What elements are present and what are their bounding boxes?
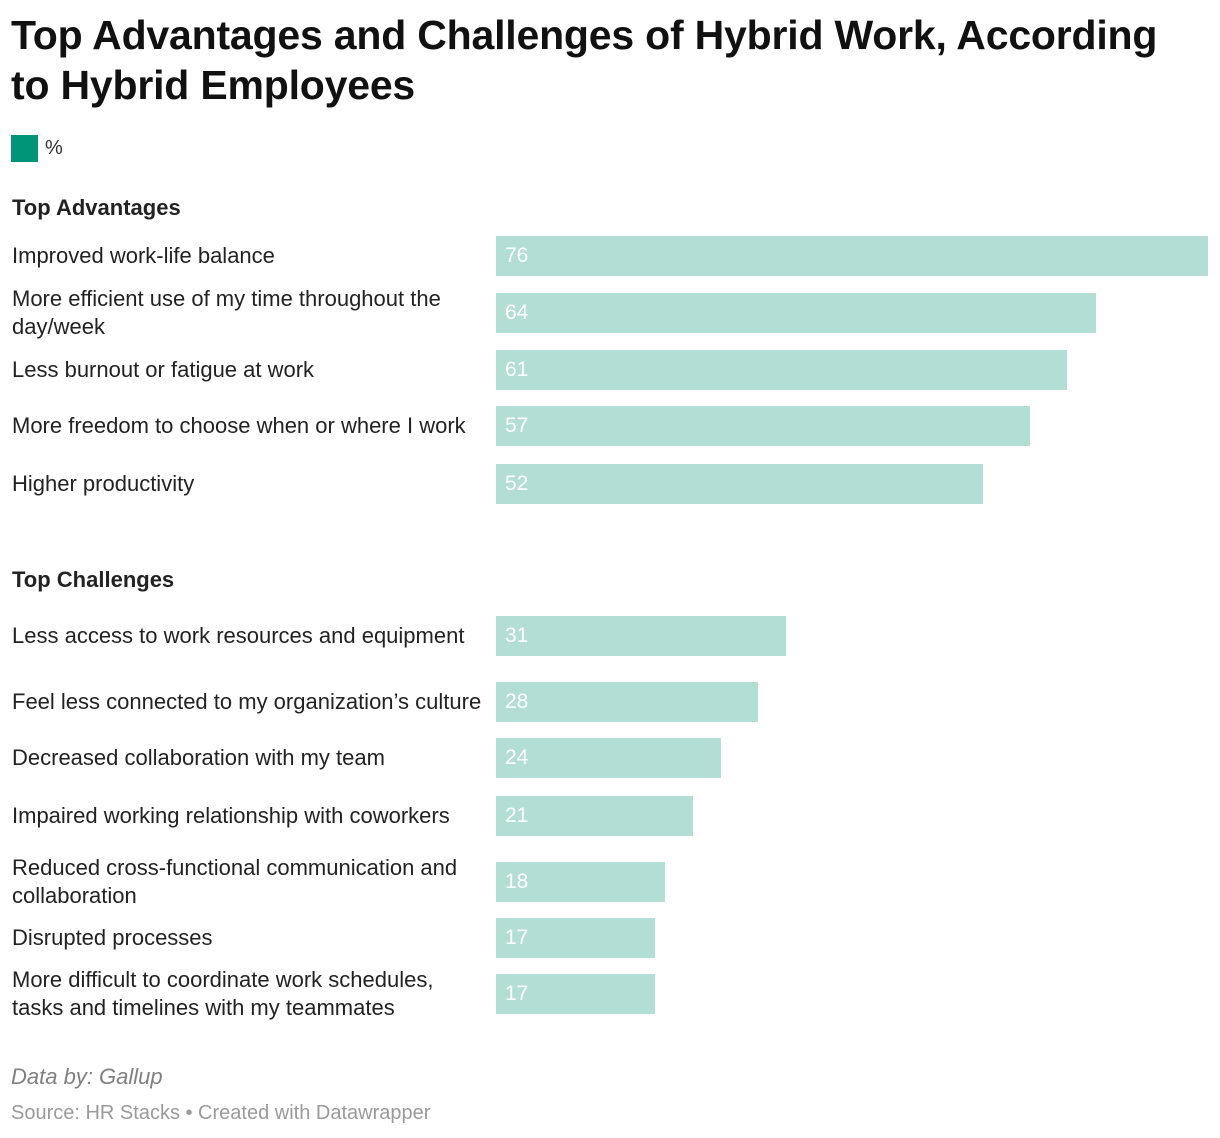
category-label <box>12 340 482 400</box>
bar-value-label: 76 <box>505 244 529 267</box>
category-label <box>12 226 482 286</box>
bar-value-label: 17 <box>505 926 529 949</box>
category-label-text: Higher productivity <box>12 471 195 496</box>
bar-value-label: 21 <box>505 804 529 827</box>
category-label <box>12 728 482 788</box>
category-label-text: Feel less connected to my organization’s culture <box>12 689 482 714</box>
bar <box>496 918 655 958</box>
bar-value-label: 17 <box>505 982 529 1005</box>
bar <box>496 350 1067 390</box>
category-label-text: Decreased collaboration with my team <box>12 745 385 770</box>
bar <box>496 464 983 504</box>
category-label-text: Improved work-life balance <box>12 243 275 268</box>
category-label <box>12 454 482 514</box>
bar <box>496 616 786 656</box>
bar <box>496 293 1096 333</box>
category-label-text: Disrupted processes <box>12 925 213 950</box>
category-label-text: Less burnout or fatigue at work <box>12 357 315 382</box>
chart-title: Top Advantages and Challenges of Hybrid Work, According to Hybrid Employees <box>11 12 1158 108</box>
bar-value-label: 31 <box>505 624 529 647</box>
category-label <box>12 786 482 846</box>
category-label-text: More difficult to coordinate work schedules, tasks and timelines with my teammates <box>12 967 434 1020</box>
category-label-text: Less access to work resources and equipment <box>12 623 465 648</box>
source-note: Source: HR Stacks • Created with Datawrapper <box>11 1102 431 1124</box>
legend-swatch <box>11 135 38 162</box>
bar-value-label: 61 <box>505 358 529 381</box>
bar-value-label: 18 <box>505 870 529 893</box>
bar-value-label: 64 <box>505 301 529 324</box>
category-label <box>12 964 482 1024</box>
bar <box>496 682 758 722</box>
bar-value-label: 24 <box>505 746 529 769</box>
bar <box>496 796 693 836</box>
category-label <box>12 852 482 912</box>
category-label-text: Impaired working relationship with coworkers <box>12 803 450 828</box>
category-label <box>12 672 482 732</box>
bar <box>496 738 721 778</box>
bar <box>496 974 655 1014</box>
category-label-text: Reduced cross-functional communication and collaboration <box>12 855 458 908</box>
bar-value-label: 52 <box>505 472 529 495</box>
legend <box>11 134 63 162</box>
category-label <box>12 606 482 666</box>
data-credit: Data by: Gallup <box>11 1064 163 1089</box>
category-label <box>12 908 482 968</box>
bar <box>496 236 1208 276</box>
category-label-text: More efficient use of my time throughout the day/week <box>12 286 441 339</box>
category-label <box>12 396 482 456</box>
bar <box>496 862 665 902</box>
legend-label: % <box>45 136 63 159</box>
category-label <box>12 283 482 343</box>
category-label-text: More freedom to choose when or where I work <box>12 413 466 438</box>
bar <box>496 406 1030 446</box>
group-title: Top Advantages <box>12 195 181 220</box>
bar-value-label: 57 <box>505 414 529 437</box>
bar-value-label: 28 <box>505 690 529 713</box>
group-title: Top Challenges <box>12 567 175 592</box>
